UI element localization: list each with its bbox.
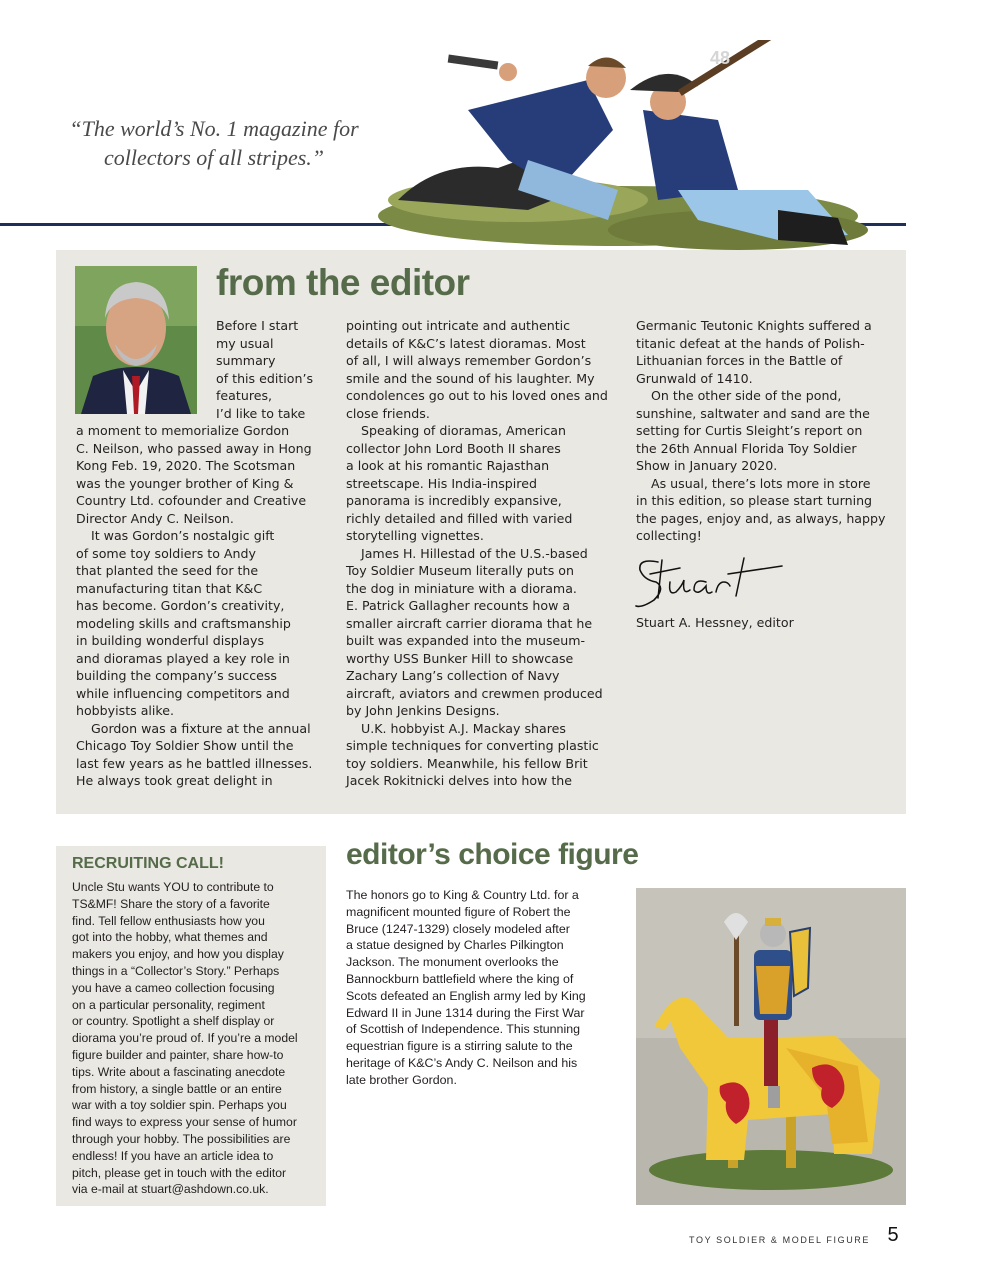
text-line: Speaking of dioramas, American bbox=[361, 423, 566, 438]
text-line: Lithuanian forces in the Battle of bbox=[636, 353, 843, 368]
text-line: features, bbox=[216, 388, 273, 403]
page-number: 5 bbox=[887, 1224, 899, 1246]
text-line: On the other side of the pond, bbox=[651, 388, 842, 403]
text-line: equestrian figure is a stirring salute to the bbox=[346, 1039, 573, 1054]
text-line: summary bbox=[216, 353, 276, 368]
text-line: Chicago Toy Soldier Show until the bbox=[76, 738, 294, 753]
text-line: TS&MF! Share the story of a favorite bbox=[72, 896, 270, 911]
text-line: via e-mail at stuart@ashdown.co.uk. bbox=[72, 1182, 269, 1197]
signature-name: Stuart A. Hessney, editor bbox=[636, 615, 794, 630]
footer-magazine-name: TOY SOLDIER & MODEL FIGURE bbox=[689, 1235, 870, 1245]
text-line: Grunwald of 1410. bbox=[636, 370, 753, 386]
text-line: late brother Gordon. bbox=[346, 1072, 457, 1087]
text-line: a moment to memorialize Gordon bbox=[76, 423, 290, 438]
text-line: As usual, there’s lots more in store bbox=[651, 475, 871, 491]
text-line: Jackson. The monument overlooks the bbox=[346, 955, 559, 970]
text-line: condolences go out to his loved ones and bbox=[346, 388, 608, 403]
text-line: of some toy soldiers to Andy bbox=[76, 545, 256, 561]
text-line: my usual bbox=[216, 335, 274, 351]
text-line: pointing out intricate and authentic bbox=[346, 318, 571, 333]
text-line: in this edition, so please start turning bbox=[636, 493, 873, 508]
text-line: built was expanded into the museum- bbox=[346, 633, 586, 648]
text-line: of all, I will always remember Gordon’s bbox=[346, 353, 592, 368]
text-line: Show in January 2020. bbox=[636, 458, 778, 473]
text-line: modeling skills and craftsmanship bbox=[76, 615, 291, 631]
text-line: collecting! bbox=[636, 528, 702, 543]
text-line: hobbyists alike. bbox=[76, 703, 175, 718]
text-line: makers you enjoy, and how you display bbox=[72, 947, 284, 962]
text-line: close friends. bbox=[346, 405, 430, 421]
mounted-knight-image bbox=[636, 888, 906, 1205]
text-line: diorama you’re proud of. If you’re a model bbox=[72, 1031, 298, 1046]
text-line: U.K. hobbyist A.J. Mackay shares bbox=[361, 720, 566, 736]
text-line: has become. Gordon’s creativity, bbox=[76, 598, 285, 613]
text-line: C. Neilson, who passed away in Hong bbox=[76, 440, 312, 456]
text-line: figure builder and painter, share how-to bbox=[72, 1047, 284, 1062]
text-line: Scots defeated an English army led by King bbox=[346, 988, 586, 1003]
text-line: a look at his romantic Rajasthan bbox=[346, 458, 550, 473]
text-line: got into the hobby, what themes and bbox=[72, 930, 268, 945]
text-line: Kong Feb. 19, 2020. The Scotsman bbox=[76, 458, 296, 473]
text-line: Edward II in June 1314 during the First War bbox=[346, 1005, 585, 1020]
text-line: manufacturing titan that K&C bbox=[76, 580, 263, 596]
choice-body bbox=[346, 887, 622, 1089]
text-line: James H. Hillestad of the U.S.-based bbox=[361, 545, 588, 561]
text-line: a statue designed by Charles Pilkington bbox=[346, 938, 564, 953]
text-line: Jacek Rokitnicki delves into how the bbox=[346, 773, 573, 788]
text-line: smaller aircraft carrier diorama that he bbox=[346, 615, 593, 631]
magazine-tagline bbox=[44, 114, 384, 172]
text-line: heritage of K&C’s Andy C. Neilson and his bbox=[346, 1055, 578, 1070]
editor-portrait bbox=[75, 266, 197, 414]
text-line: while influencing competitors and bbox=[76, 685, 290, 701]
text-line: worthy USS Bunker Hill to showcase bbox=[346, 650, 574, 666]
text-line: Gordon was a fixture at the annual bbox=[91, 720, 311, 736]
text-line: you have a cameo collection focusing bbox=[72, 980, 275, 995]
text-line: Director Andy C. Neilson. bbox=[76, 510, 234, 526]
recruiting-body bbox=[72, 879, 322, 1198]
text-line: the 26th Annual Florida Toy Soldier bbox=[636, 440, 857, 456]
text-line: richly detailed and filled with varied bbox=[346, 510, 573, 526]
editor-heading: from the editor bbox=[216, 262, 470, 303]
text-line: from history, a single battle or an entire bbox=[72, 1081, 282, 1096]
text-line: find. Tell fellow enthusiasts how you bbox=[72, 913, 265, 928]
recruiting-heading: RECRUITING CALL! bbox=[72, 855, 224, 872]
choice-heading: editor’s choice figure bbox=[346, 838, 639, 871]
text-line: storytelling vignettes. bbox=[346, 528, 484, 543]
text-line: Bannockburn battlefield where the king of bbox=[346, 971, 574, 986]
text-line: magnificent mounted figure of Robert the bbox=[346, 904, 571, 919]
text-line: aircraft, aviators and crewmen produced bbox=[346, 685, 603, 701]
editor-column-1 bbox=[76, 422, 326, 790]
text-line: The honors go to King & Country Ltd. for a bbox=[346, 888, 579, 902]
text-line: tips. Write about a fascinating anecdote bbox=[72, 1064, 286, 1079]
page-badge: 48 bbox=[709, 48, 731, 68]
editor-column-1-intro bbox=[216, 317, 326, 422]
text-line: by John Jenkins Designs. bbox=[346, 703, 500, 718]
tagline-line: collectors of all stripes.” bbox=[104, 145, 324, 170]
text-line: of Scottish of Independence. This stunning bbox=[346, 1022, 580, 1037]
text-line: was the younger brother of King & bbox=[76, 475, 294, 491]
text-line: toy soldiers. Meanwhile, his fellow Brit bbox=[346, 755, 588, 771]
text-line: the pages, enjoy and, as always, happy bbox=[636, 510, 886, 526]
text-line: smile and the sound of his laughter. My bbox=[346, 370, 595, 386]
text-line: that planted the seed for the bbox=[76, 563, 259, 578]
text-line: in building wonderful displays bbox=[76, 633, 265, 648]
tagline-line: “The world’s No. 1 magazine for bbox=[69, 116, 359, 141]
text-line: of this edition’s bbox=[216, 370, 314, 386]
text-line: titanic defeat at the hands of Polish- bbox=[636, 335, 865, 351]
text-line: sunshine, saltwater and sand are the bbox=[636, 405, 870, 421]
text-line: find ways to express your sense of humor bbox=[72, 1115, 297, 1130]
text-line: last few years as he battled illnesses. bbox=[76, 755, 313, 771]
text-line: Country Ltd. cofounder and Creative bbox=[76, 493, 307, 508]
text-line: or country. Spotlight a shelf display or bbox=[72, 1014, 275, 1029]
text-line: endless! If you have an article idea to bbox=[72, 1148, 274, 1163]
text-line: war with a toy soldier spin. Perhaps you bbox=[72, 1098, 287, 1113]
text-line: setting for Curtis Sleight’s report on bbox=[636, 423, 863, 438]
text-line: Zachary Lang’s collection of Navy bbox=[346, 668, 560, 683]
text-line: building the company’s success bbox=[76, 668, 277, 683]
text-line: panorama is incredibly expansive, bbox=[346, 493, 562, 508]
text-line: I’d like to take bbox=[216, 405, 306, 421]
text-line: He always took great delight in bbox=[76, 773, 273, 788]
text-line: It was Gordon’s nostalgic gift bbox=[91, 528, 275, 543]
text-line: Before I start bbox=[216, 318, 299, 333]
text-line: through your hobby. The possibilities are bbox=[72, 1131, 291, 1146]
text-line: E. Patrick Gallagher recounts how a bbox=[346, 598, 571, 613]
text-line: Toy Soldier Museum literally puts on bbox=[346, 563, 574, 578]
editor-signature bbox=[632, 552, 788, 614]
cavalry-soldiers-image bbox=[378, 40, 870, 262]
editor-column-3 bbox=[636, 317, 898, 545]
text-line: simple techniques for converting plastic bbox=[346, 738, 599, 753]
text-line: Uncle Stu wants YOU to contribute to bbox=[72, 880, 274, 894]
text-line: collector John Lord Booth II shares bbox=[346, 440, 561, 456]
text-line: streetscape. His India-inspired bbox=[346, 475, 537, 491]
text-line: details of K&C’s latest dioramas. Most bbox=[346, 335, 586, 351]
editor-column-2 bbox=[346, 317, 616, 790]
text-line: things in a “Collector’s Story.” Perhaps bbox=[72, 963, 280, 978]
text-line: Bruce (1247-1329) closely modeled after bbox=[346, 921, 570, 936]
text-line: on a particular personality, regiment bbox=[72, 997, 265, 1012]
text-line: Germanic Teutonic Knights suffered a bbox=[636, 318, 872, 333]
text-line: pitch, please get in touch with the editor bbox=[72, 1165, 287, 1180]
text-line: and dioramas played a key role in bbox=[76, 650, 290, 666]
text-line: the dog in miniature with a diorama. bbox=[346, 580, 577, 596]
